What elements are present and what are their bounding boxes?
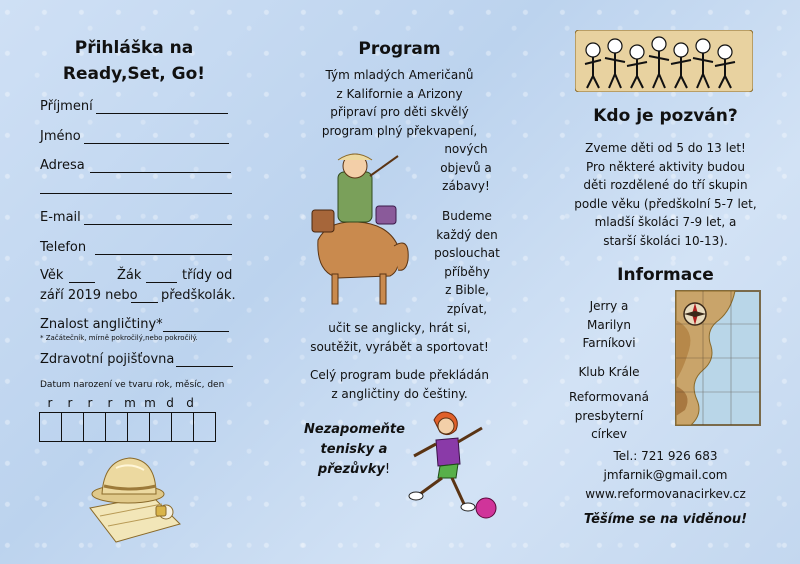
- intro-line: z Kalifornie a Arizony: [336, 86, 463, 101]
- dob-letter: r: [47, 396, 53, 410]
- bottom-line: učit se anglicky, hrát si,: [328, 321, 471, 335]
- shoes-reminder: [304, 420, 404, 480]
- daily-line: Budeme: [442, 209, 492, 223]
- club-name: Klub Krále: [578, 365, 640, 379]
- preschool-label: předškolák.: [161, 288, 236, 303]
- program-intro: [268, 66, 531, 140]
- intro-line: připraví pro děti skvělý: [330, 105, 469, 119]
- info-title: Informace: [617, 265, 714, 285]
- insurance-label: Zdravotní pojišťovna: [40, 352, 175, 367]
- dob-box[interactable]: [39, 412, 62, 442]
- phone-label: Telefon: [40, 240, 87, 255]
- email-label: E-mail: [40, 210, 81, 225]
- daily-line: každý den: [436, 227, 498, 242]
- girl-kicking-ball-illustration: [400, 408, 500, 523]
- name-label: Jméno: [40, 129, 81, 144]
- shoes-line: Nezapomeňte: [304, 422, 405, 437]
- program-right-text: [426, 140, 506, 196]
- shoes-exclaim: !: [384, 462, 391, 477]
- treasure-map-illustration: [675, 290, 761, 426]
- dob-box[interactable]: [83, 412, 106, 442]
- dob-letter: r: [67, 396, 73, 410]
- dob-boxes[interactable]: [40, 412, 216, 442]
- dob-letters: [40, 396, 200, 410]
- shoes-line: [304, 460, 404, 480]
- program-bottom-text: [268, 319, 531, 356]
- kids-group-illustration: [575, 30, 753, 92]
- church-line: Reformovaná: [569, 390, 649, 404]
- program-panel: [268, 0, 531, 564]
- dob-letter: r: [107, 396, 113, 410]
- translation-line: z angličtiny do češtiny.: [331, 386, 468, 401]
- invited-line: Pro některé aktivity budou: [586, 159, 745, 174]
- phone-field[interactable]: [95, 254, 232, 255]
- program-title: Program: [358, 39, 441, 59]
- contact-names: [549, 297, 669, 353]
- dob-letter: m: [124, 396, 136, 410]
- names-line: Marilyn: [586, 317, 631, 332]
- address-field-line2[interactable]: [40, 193, 232, 194]
- daily-line: poslouchat: [434, 246, 500, 260]
- dob-box[interactable]: [61, 412, 84, 442]
- right-line: objevů a: [440, 160, 492, 175]
- insurance-field[interactable]: [176, 366, 233, 367]
- contact-website[interactable]: www.reformovanacirkev.cz: [585, 487, 746, 501]
- form-title-line1: Přihláška na: [74, 38, 194, 58]
- address-label: Adresa: [40, 158, 85, 173]
- name-field[interactable]: [84, 143, 229, 144]
- pupil-label: Žák: [117, 268, 142, 283]
- dob-letter: m: [144, 396, 156, 410]
- invited-line: starší školáci 10-13).: [603, 233, 728, 248]
- bottom-line: soutěžit, vyrábět a sportovat!: [310, 339, 489, 354]
- daily-line: zpívat,: [446, 301, 488, 316]
- program-daily-text: [424, 207, 510, 318]
- names-line: Farníkovi: [582, 336, 636, 350]
- surname-field[interactable]: [96, 113, 228, 114]
- shoes-line-text: přezůvky: [317, 462, 385, 477]
- invited-line: děti rozdělené do tří skupin: [583, 178, 748, 192]
- invited-text: [531, 139, 800, 250]
- invited-line: mladší školáci 7-9 let, a: [594, 215, 737, 229]
- right-line: zábavy!: [442, 179, 490, 193]
- dob-letter: d: [166, 396, 174, 410]
- english-note: * Začátečník, mírně pokročilý,nebo pokročilý.: [40, 334, 198, 342]
- translation-line: Celý program bude překládán: [310, 368, 489, 382]
- dob-box[interactable]: [149, 412, 172, 442]
- invited-title: Kdo je pozván?: [593, 106, 738, 126]
- church-name: [549, 388, 669, 444]
- dob-box[interactable]: [193, 412, 216, 442]
- names-line: Jerry a: [589, 299, 629, 313]
- age-label: Věk: [40, 268, 64, 283]
- dob-label: Datum narození ve tvaru rok, měsíc, den: [40, 380, 225, 390]
- right-line: nových: [444, 142, 488, 156]
- english-field[interactable]: [163, 331, 229, 332]
- surname-label: Příjmení: [40, 99, 93, 114]
- grade-field[interactable]: [146, 282, 177, 283]
- dob-box[interactable]: [171, 412, 194, 442]
- invited-line: podle věku (předškolní 5-7 let,: [574, 196, 757, 211]
- pith-helmet-illustration: [80, 446, 190, 546]
- email-field[interactable]: [84, 224, 232, 225]
- info-panel: [531, 0, 800, 564]
- dob-box[interactable]: [105, 412, 128, 442]
- closing-text: Těšíme se na viděnou!: [583, 512, 748, 527]
- explorer-camel-illustration: [298, 150, 418, 310]
- english-label: Znalost angličtiny*: [40, 317, 163, 332]
- address-field[interactable]: [90, 172, 231, 173]
- dob-letter: r: [87, 396, 93, 410]
- translation-text: [268, 366, 531, 403]
- registration-form: [0, 0, 268, 564]
- shoes-line: tenisky a: [320, 442, 388, 457]
- grade-label: třídy od: [182, 268, 233, 283]
- from-label: září 2019 nebo: [40, 288, 138, 303]
- intro-line: program plný překvapení,: [321, 123, 478, 138]
- daily-line: z Bible,: [445, 283, 489, 297]
- contact-phone: Tel.: 721 926 683: [613, 449, 718, 463]
- church-line: presbyterní: [574, 408, 644, 423]
- invited-line: Zveme děti od 5 do 13 let!: [585, 141, 746, 155]
- daily-line: příběhy: [444, 264, 490, 279]
- form-title-line2: Ready,Set, Go!: [62, 64, 206, 84]
- contact-email[interactable]: jmfarnik@gmail.com: [603, 468, 728, 482]
- dob-box[interactable]: [127, 412, 150, 442]
- intro-line: Tým mladých Američanů: [325, 68, 474, 82]
- church-line: církev: [591, 427, 627, 441]
- from-field[interactable]: [131, 302, 158, 303]
- dob-letter: d: [186, 396, 194, 410]
- age-field[interactable]: [69, 282, 95, 283]
